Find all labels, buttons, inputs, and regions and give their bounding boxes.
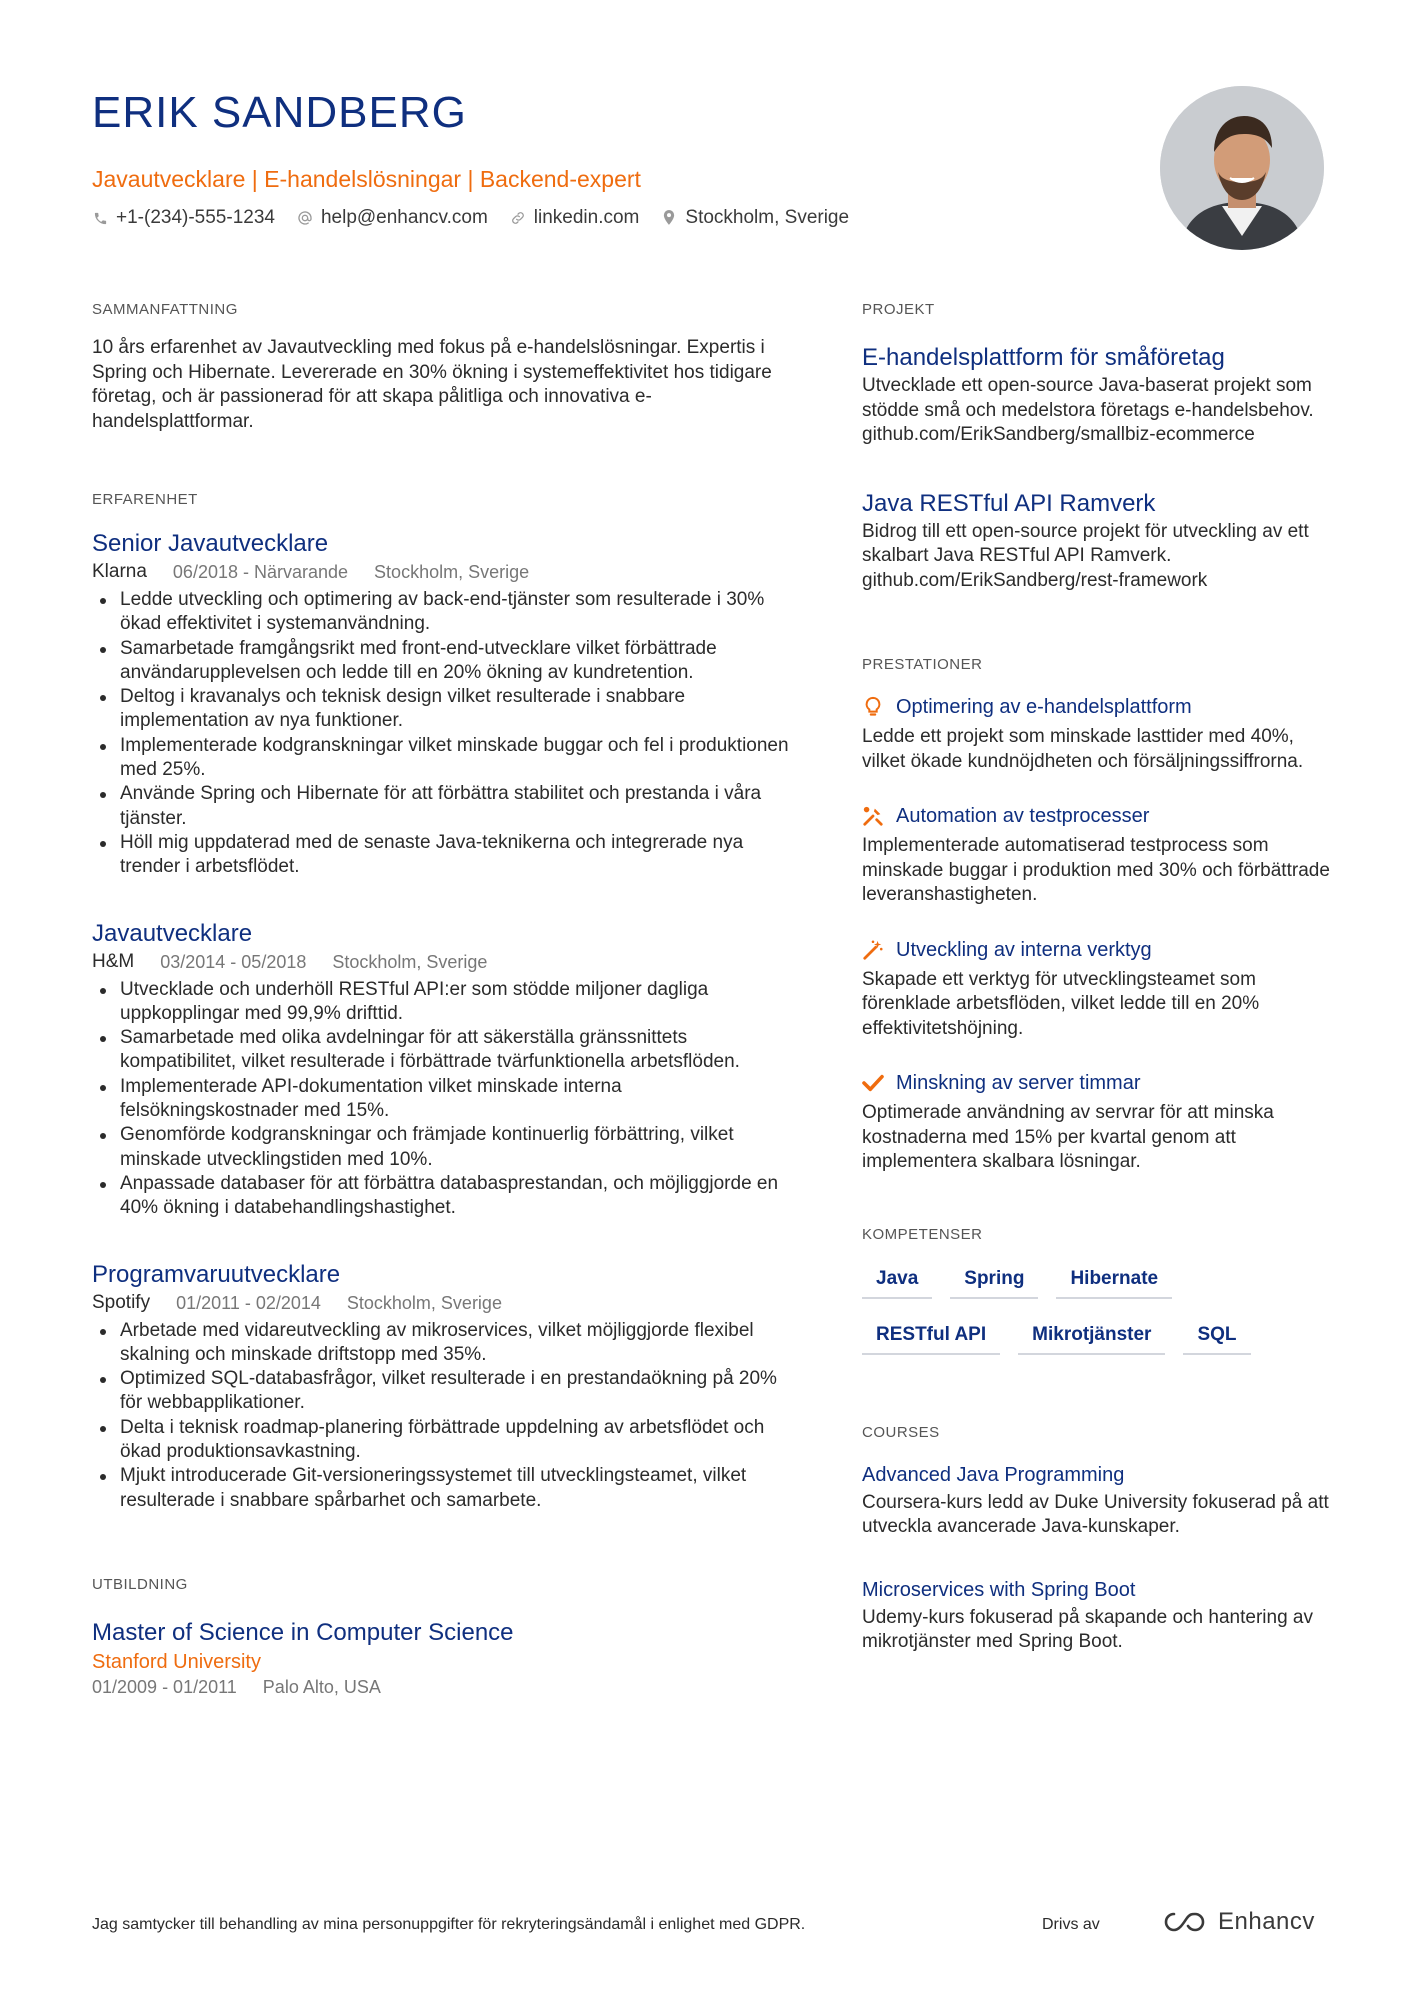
project-link[interactable]: github.com/ErikSandberg/rest-framework: [862, 569, 1208, 591]
job-bullets: [92, 978, 792, 1221]
achievement-header: [862, 693, 1332, 721]
achievement-entry: [862, 802, 1332, 908]
tools-icon: [862, 805, 884, 827]
education-school: Stanford University: [92, 1650, 261, 1673]
summary-section: [92, 300, 792, 434]
achievement-header: [862, 802, 1332, 830]
job-location: Stockholm, Sverige: [332, 951, 488, 972]
contact-email[interactable]: [297, 204, 488, 232]
job-entry: [92, 1259, 792, 1513]
job-bullet: Mjukt introducerade Git-versioneringssystemet till utvecklingsteamet, vilket resulterade i snabbare spårbarhet och samarbete.: [92, 1464, 792, 1513]
course-title: Advanced Java Programming: [862, 1463, 1125, 1486]
skill-tag: RESTful API: [862, 1319, 1000, 1355]
job-entry: [92, 528, 792, 880]
phone-text: +1-(234)-555-1234: [116, 207, 275, 228]
job-bullet: Ledde utveckling och optimering av back-end-tjänster som resulterade i 30% ökad effektivitet i systemanvändning.: [92, 588, 792, 637]
gdpr-consent-text: Jag samtycker till behandling av mina personuppgifter för rekryteringsändamål i enlighet med GDPR.: [92, 1916, 806, 1933]
skill-tag: Java: [862, 1263, 932, 1299]
education-meta: [92, 1675, 792, 1699]
job-bullets: [92, 1319, 792, 1513]
job-bullet: Optimized SQL-databasfrågor, vilket resulterade i en prestandaökning på 20% för webbapplikationer.: [92, 1367, 792, 1416]
experience-heading: ERFARENHET: [92, 491, 198, 508]
skill-tag: Spring: [950, 1263, 1038, 1299]
experience-section: [92, 490, 792, 1513]
contact-location: [661, 204, 849, 232]
education-dates: 01/2009 - 01/2011: [92, 1676, 237, 1697]
education-heading: UTBILDNING: [92, 1575, 188, 1593]
job-bullet: Anpassade databaser för att förbättra databasprestandan, och möjliggjorde en 40% ökning i databehandlingshastighet.: [92, 1172, 792, 1221]
magic-wand-icon: [862, 939, 884, 961]
job-title: Programvaruutvecklare: [92, 1260, 341, 1288]
achievement-description: Ledde ett projekt som minskade lasttider med 40%, vilket ökade kundnöjdheten och försäljningssiffrorna.: [862, 726, 1304, 772]
page-footer: [92, 1908, 1324, 1944]
achievement-description: Skapade ett verktyg för utvecklingsteamet som förenklade arbetsflöden, vilket ledde till en 20% effektivitetshöjning.: [862, 968, 1260, 1039]
job-entry: [92, 918, 792, 1221]
education-location: Palo Alto, USA: [262, 1676, 381, 1697]
summary-text: 10 års erfarenhet av Javautveckling med fokus på e-handelslösningar. Expertis i Spring och Hibernate. Levererade en 30% ökning i systemeffektivitet hos tidigare företag, och är passionerad för att skapa pålitliga och innovativa e-handelsplattformar.: [92, 337, 772, 432]
achievement-entry: [862, 936, 1332, 1042]
course-description: Coursera-kurs ledd av Duke University fokuserad på att utveckla avancerade Java-kunskaper.: [862, 1491, 1329, 1537]
brand-name: Enhancv: [1218, 1908, 1315, 1935]
resume-header: [92, 84, 1152, 232]
link-icon: [510, 210, 526, 226]
contact-phone[interactable]: [92, 204, 275, 232]
job-title: Senior Javautvecklare: [92, 530, 329, 557]
project-entry: [862, 342, 1332, 448]
achievement-entry: [862, 693, 1332, 774]
achievement-title: Minskning av server timmar: [896, 1072, 1141, 1094]
phone-icon: [92, 210, 108, 226]
course-title: Microservices with Spring Boot: [862, 1578, 1136, 1601]
skill-tag: Hibernate: [1056, 1263, 1172, 1299]
course-entry: [862, 1576, 1332, 1655]
at-sign-icon: [297, 210, 313, 226]
job-bullet: Samarbetade framgångsrikt med front-end-utvecklare vilket förbättrade användarupplevelsen och ledde till en 20% ökning av kundretention.: [92, 637, 792, 686]
job-location: Stockholm, Sverige: [346, 1292, 502, 1313]
achievement-title: Automation av testprocesser: [896, 805, 1150, 827]
contact-row: [92, 204, 1152, 232]
job-bullet: Implementerade kodgranskningar vilket minskade buggar och fel i produktionen med 25%.: [92, 734, 792, 783]
job-bullet: Deltog i kravanalys och teknisk design vilket resulterade i snabbare implementation av nya funktioner.: [92, 685, 792, 734]
candidate-name: ERIK SANDBERG: [92, 88, 467, 137]
achievement-description: Implementerade automatiserad testprocess som minskade buggar i produktion med 30% och förbättrade leveranshastigheten.: [862, 835, 1330, 905]
project-title: Java RESTful API Ramverk: [862, 489, 1156, 517]
project-link[interactable]: github.com/ErikSandberg/smallbiz-ecommerce: [862, 424, 1255, 445]
job-bullet: Utvecklade och underhöll RESTful API:er som stödde miljoner dagliga uppkopplingar med 99,9% drifttid.: [92, 978, 792, 1027]
lightbulb-icon: [862, 696, 884, 718]
achievement-entry: [862, 1069, 1332, 1175]
skills-section: [862, 1225, 1332, 1355]
infinity-logo-icon: [1162, 1910, 1208, 1934]
job-bullet: Samarbetade med olika avdelningar för att säkerställa gränssnittets kompatibilitet, vilket resulterade i förbättrade tvärfunktionella arbetsflöden.: [92, 1026, 792, 1075]
contact-linkedin[interactable]: [510, 204, 640, 232]
achievement-header: [862, 936, 1332, 964]
achievement-title: Utveckling av interna verktyg: [896, 938, 1152, 961]
summary-heading: SAMMANFATTNING: [92, 301, 238, 318]
job-bullet: Delta i teknisk roadmap-planering förbättrade uppdelning av arbetsflödet och ökad produktionsavkastning.: [92, 1416, 792, 1465]
email-text: help@enhancv.com: [320, 207, 488, 228]
job-dates: 03/2014 - 05/2018: [160, 951, 307, 972]
job-bullet: Genomförde kodgranskningar och främjade kontinuerlig förbättring, vilket minskade utvecklingstiden med 10%.: [92, 1123, 792, 1172]
job-meta: [92, 950, 792, 974]
course-description: Udemy-kurs fokuserad på skapande och hantering av mikrotjänster med Spring Boot.: [862, 1606, 1313, 1652]
projects-section: [862, 300, 1332, 593]
job-dates: 06/2018 - Närvarande: [172, 562, 349, 582]
skill-tag: SQL: [1183, 1319, 1250, 1355]
linkedin-text: linkedin.com: [533, 207, 640, 228]
candidate-headline: Javautvecklare | E-handelslösningar | Backend-expert: [92, 166, 641, 192]
job-meta: [92, 560, 792, 584]
education-degree: Master of Science in Computer Science: [92, 1618, 514, 1646]
achievements-section: [862, 655, 1332, 1175]
education-section: [92, 1575, 792, 1699]
job-location: Stockholm, Sverige: [374, 562, 530, 582]
achievements-heading: PRESTATIONER: [862, 656, 983, 673]
job-bullet: Höll mig uppdaterad med de senaste Java-teknikerna och integrerade nya trender i arbetsflödet.: [92, 831, 792, 880]
skill-tag: Mikrotjänster: [1018, 1319, 1165, 1355]
location-pin-icon: [661, 210, 677, 226]
job-dates: 01/2011 - 02/2014: [176, 1292, 321, 1313]
location-text: Stockholm, Sverige: [685, 207, 850, 228]
achievement-title: Optimering av e-handelsplattform: [896, 696, 1192, 718]
job-bullet: Arbetade med vidareutveckling av mikroservices, vilket möjliggjorde flexibel skalning och minskade driftstopp med 35%.: [92, 1319, 792, 1368]
project-description: Utvecklade ett open-source Java-baserat projekt som stödde små och medelstora företags e-handelsbehov.: [862, 375, 1314, 421]
job-company: H&M: [92, 950, 135, 972]
profile-photo: [1160, 86, 1324, 250]
job-meta: [92, 1291, 792, 1315]
enhancv-logo[interactable]: [1162, 1908, 1315, 1936]
achievement-header: [862, 1069, 1332, 1097]
job-company: Klarna: [92, 561, 147, 582]
project-title: E-handelsplattform för småföretag: [862, 344, 1225, 371]
skills-heading: KOMPETENSER: [862, 1225, 983, 1243]
job-bullet: Använde Spring och Hibernate för att förbättra stabilitet och prestanda i våra tjänster.: [92, 782, 792, 831]
job-company: Spotify: [92, 1291, 151, 1313]
job-bullets: [92, 588, 792, 880]
achievement-description: Optimerade användning av servrar för att minska kostnaderna med 15% per kvartal genom att implementera skalbara lösningar.: [862, 1102, 1274, 1172]
course-entry: [862, 1461, 1332, 1540]
powered-by-label: Drivs av: [1042, 1916, 1100, 1933]
projects-heading: PROJEKT: [862, 301, 935, 318]
job-bullet: Implementerade API-dokumentation vilket minskade interna felsökningskostnader med 15%.: [92, 1075, 792, 1124]
job-title: Javautvecklare: [92, 919, 253, 947]
checkmark-icon: [862, 1072, 884, 1094]
courses-section: [862, 1423, 1332, 1655]
project-description: Bidrog till ett open-source projekt för utveckling av ett skalbart Java RESTful API Ramverk.: [862, 520, 1309, 566]
courses-heading: COURSES: [862, 1423, 940, 1441]
left-column: [92, 300, 792, 1699]
right-column: [862, 300, 1332, 1679]
skills-list: [862, 1263, 1302, 1355]
project-entry: [862, 488, 1332, 594]
